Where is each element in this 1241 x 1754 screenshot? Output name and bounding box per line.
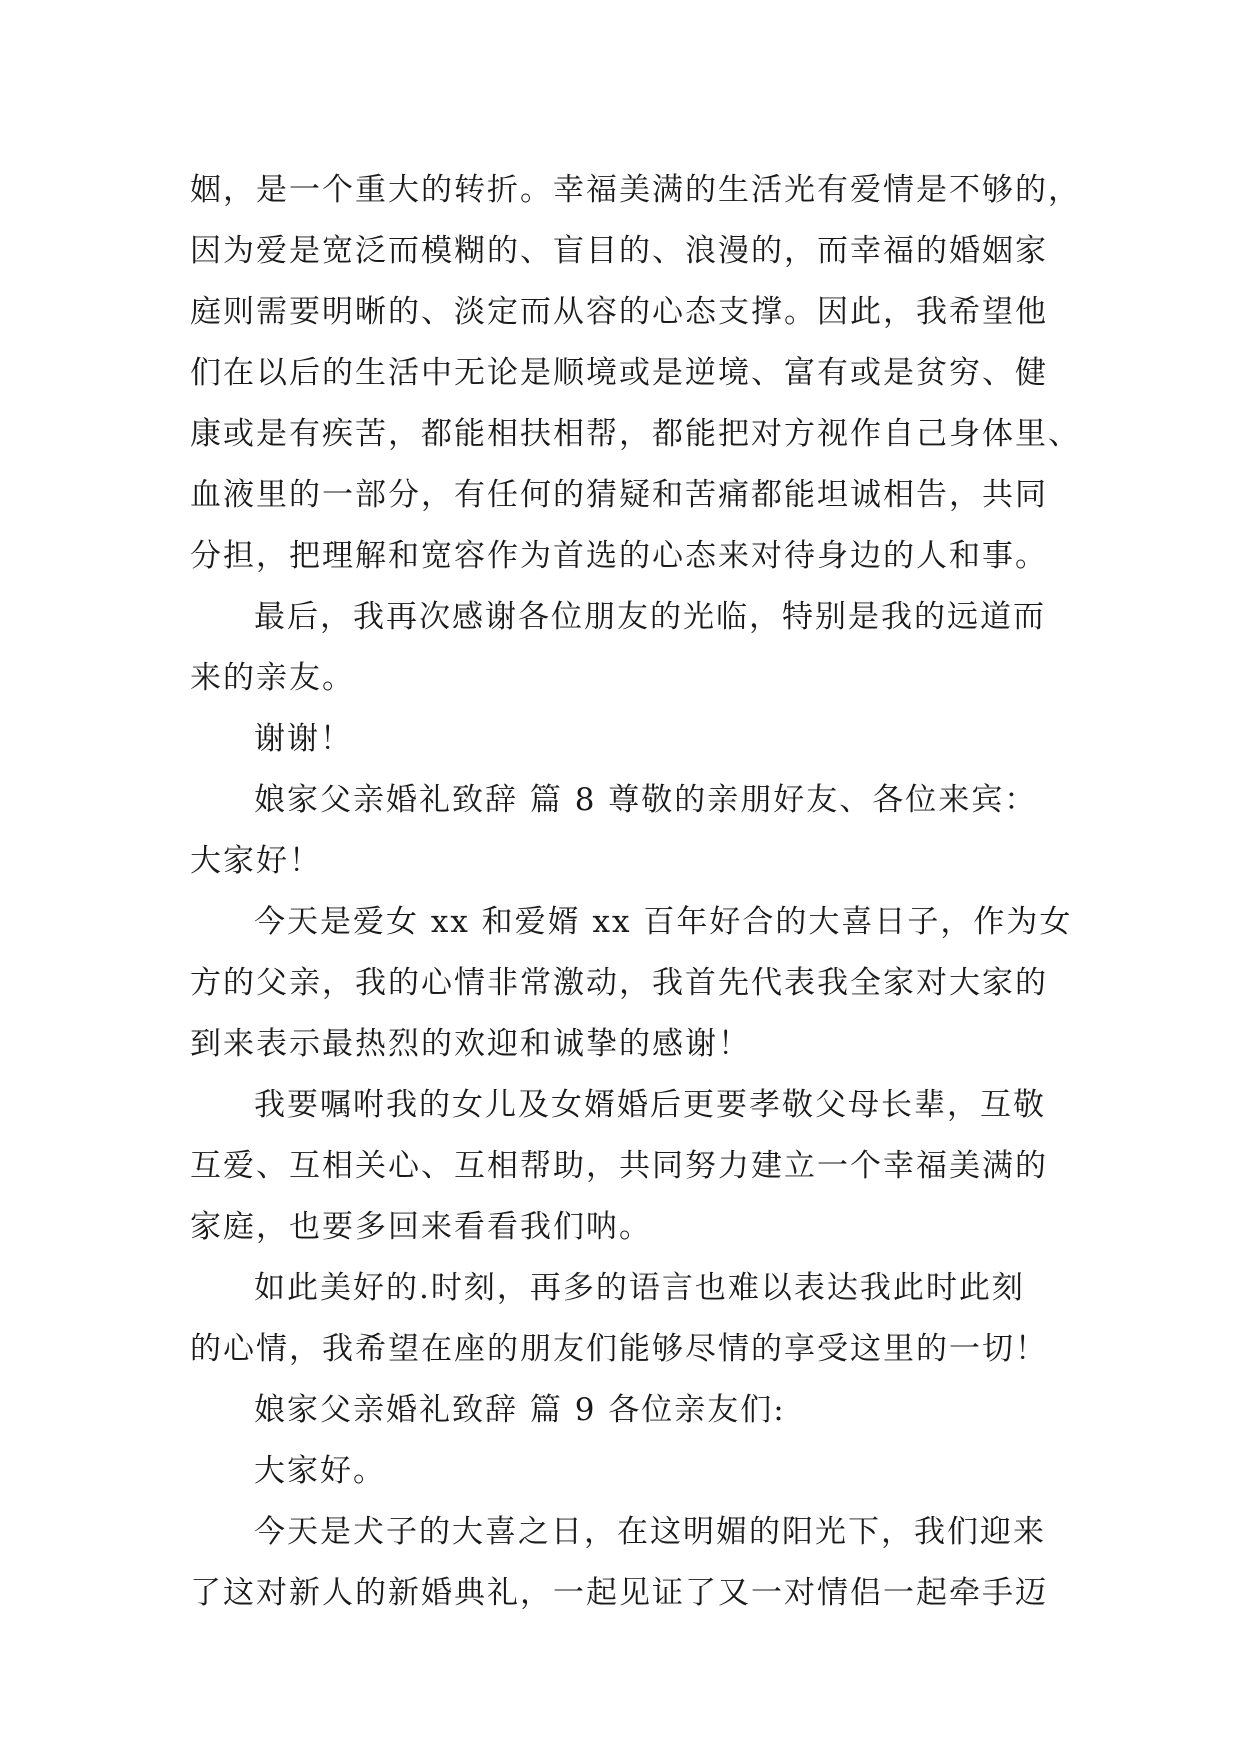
text-line: 方的父亲，我的心情非常激动，我首先代表我全家对大家的 [190,965,1048,1001]
section-heading-line: 娘家父亲婚礼致辞 篇 8 尊敬的亲朋好友、各位来宾： [254,782,1038,818]
text-line: 姻，是一个重大的转折。幸福美满的生活光有爱情是不够的， [190,172,1081,208]
paragraph-start-line: 谢谢！ [254,721,353,757]
paragraph-start-line: 我要嘱咐我的女儿及女婿婚后更要孝敬父母长辈，互敬 [254,1087,1046,1123]
paragraph-start-line: 今天是犬子的大喜之日，在这明媚的阳光下，我们迎来 [254,1514,1046,1550]
section-heading-line: 娘家父亲婚礼致辞 篇 9 各位亲友们: [254,1392,786,1428]
paragraph-start-line: 最后，我再次感谢各位朋友的光临，特别是我的远道而 [254,599,1046,635]
text-line: 因为爱是宽泛而模糊的、盲目的、浪漫的，而幸福的婚姻家 [190,233,1048,269]
text-line: 家庭，也要多回来看看我们呐。 [190,1209,652,1245]
text-line: 们在以后的生活中无论是顺境或是逆境、富有或是贫穷、健 [190,355,1048,391]
paragraph-start-line: 如此美好的.时刻，再多的语言也难以表达我此时此刻 [254,1270,1025,1306]
text-line: 分担，把理解和宽容作为首选的心态来对待身边的人和事。 [190,538,1048,574]
text-line: 到来表示最热烈的欢迎和诚挚的感谢！ [190,1026,751,1062]
text-line: 血液里的一部分，有任何的猜疑和苦痛都能坦诚相告，共同 [190,477,1048,513]
text-line: 互爱、互相关心、互相帮助，共同努力建立一个幸福美满的 [190,1148,1048,1184]
text-line: 来的亲友。 [190,660,355,696]
paragraph-start-line: 今天是爱女 xx 和爱婿 xx 百年好合的大喜日子，作为女 [254,904,1073,940]
text-line: 了这对新人的新婚典礼，一起见证了又一对情侣一起牵手迈 [190,1575,1048,1611]
text-line: 庭则需要明晰的、淡定而从容的心态支撑。因此，我希望他 [190,294,1048,330]
document-body [190,160,1081,1624]
text-line: 康或是有疾苦，都能相扶相帮，都能把对方视作自己身体里、 [190,416,1081,452]
text-line: 的心情，我希望在座的朋友们能够尽情的享受这里的一切！ [190,1331,1048,1367]
greeting-line: 大家好。 [254,1453,386,1489]
greeting-line: 大家好！ [190,843,322,879]
